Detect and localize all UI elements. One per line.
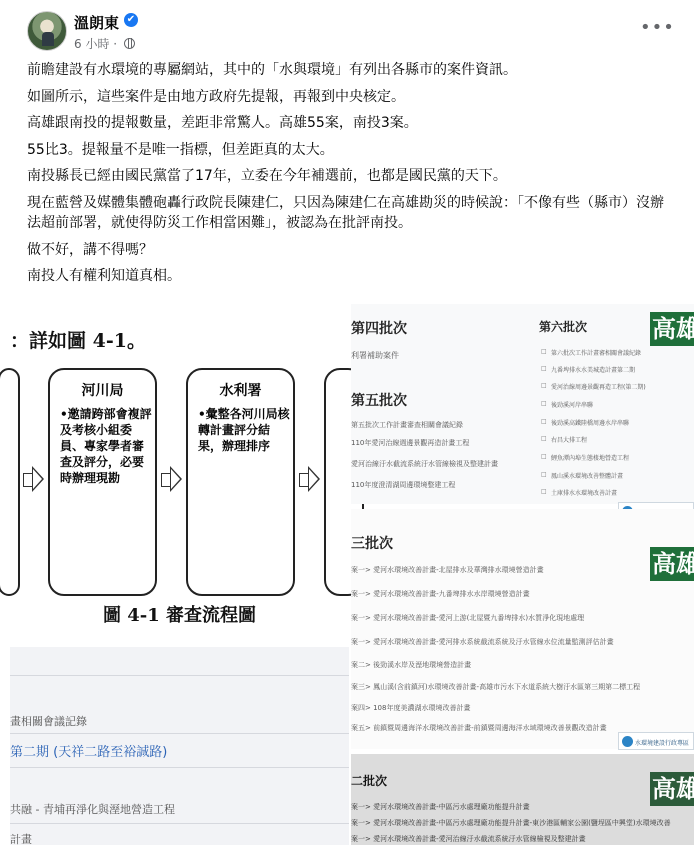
kaohsiung-badge: 高雄 xyxy=(650,312,694,346)
batch2-item: 案一> 愛河水環境改善計畫-愛河治線汙水截流系統汙水管線檢視及整建計畫 xyxy=(351,835,586,843)
post-paragraph: 高雄跟南投的提報數量，差距非常驚人。高雄55案，南投3案。 xyxy=(27,115,418,132)
batch3-item: 案一> 愛河水環境改善計畫-愛河上游(北屋暨九番埤排水)水質淨化現地處理 xyxy=(351,614,585,622)
flow-arrow-icon xyxy=(299,464,319,494)
post-paragraph: 南投人有權利知道真相。 xyxy=(27,268,181,285)
minutes-line: 畫相關會議記錄 xyxy=(10,715,87,728)
batch3-item: 案五> 前鎮暨周邊海洋水環境改善計畫-前鎮暨周邊海洋水域環境改善景觀改造計畫 xyxy=(351,724,607,732)
kaohsiung-badge: 高雄 xyxy=(650,772,694,806)
more-options-button[interactable]: ••• xyxy=(640,17,675,38)
bullet-icon: □ xyxy=(541,435,547,442)
batch5-item: 愛河治線汙水截流系統汙水管線檢視及整建計畫 xyxy=(351,460,498,468)
batch5-title: 第五批次 xyxy=(351,393,407,409)
kaohsiung-badge: 高雄 xyxy=(650,547,694,581)
batch5-item: 110年度澄清湖周邊環境整建工程 xyxy=(351,481,456,489)
image-batch-3[interactable] xyxy=(351,509,700,749)
flowchart-box-partial-left xyxy=(0,368,20,596)
batch6-title: 第六批次 xyxy=(539,320,588,334)
post-paragraph: 前瞻建設有水環境的專屬網站，其中的「水與環境」有列出各縣市的案件資訊。 xyxy=(27,62,517,78)
author-avatar[interactable] xyxy=(27,11,67,51)
divider xyxy=(10,675,349,676)
minutes-line: 計畫 xyxy=(10,833,32,846)
batch6-item: 九番埤排水水美城造計畫第二期 xyxy=(551,367,636,374)
post-paragraph: 如圖所示，這些案件是由地方政府先提報，再報到中央核定。 xyxy=(27,88,405,105)
verified-badge-icon: ✔ xyxy=(124,13,138,27)
bullet-icon: □ xyxy=(541,348,547,355)
post-paragraph: 南投縣長已經由國民黨當了17年，立委在今年補選前，也都是國民黨的天下。 xyxy=(27,168,507,185)
bullet-icon: □ xyxy=(541,488,547,495)
batch6-item: 右昌大排工程 xyxy=(551,437,588,444)
batch4-item: 利署補助案件 xyxy=(351,351,399,360)
batch6-item: 鳳山溪水環境改善整體計畫 xyxy=(551,473,624,480)
flowchart-box-body: •彙整各河川局核轉計畫評分結果，辦理排序 xyxy=(198,407,290,453)
minutes-link: 第二期 (天祥二路至裕誠路) xyxy=(10,745,168,760)
batch3-item: 案一> 愛河水環境改善計畫-北屋排水及華灣排水環境營造計畫 xyxy=(351,566,544,574)
batch2-item: 案一> 愛河水環境改善計畫-中區污水處理廠功能提升計畫-東沙港區輔家公園(鹽埕區中興堂)水環境改善 xyxy=(351,819,671,827)
batch5-item: 110年愛河治線週邊景觀再造計畫工程 xyxy=(351,439,470,447)
post-body xyxy=(27,60,667,293)
flowchart-box-heading: 河川局 xyxy=(81,383,124,399)
post-paragraph: 現在藍營及媒體集體砲轟行政院長陳建仁，只因為陳建仁在高雄勘災的時候說：「不像有些（縣市）沒辦法超前部署，就使得防災工作相當困難」，被認為在批評南投。 xyxy=(27,194,664,231)
batch2-title: 二批次 xyxy=(351,774,388,788)
post-meta xyxy=(74,35,135,52)
batch4-title: 第四批次 xyxy=(351,321,407,337)
post-image-grid xyxy=(10,304,700,846)
batch6-item: 第六批次工作計畫審相關會議紀錄 xyxy=(551,350,642,357)
batch3-item: 案四> 108年度美濃湖水環境改善計畫 xyxy=(351,704,471,712)
flowchart-caption: 圖 4-1 審查流程圖 xyxy=(102,605,257,626)
batch3-item: 案二> 後勁溪水岸及溼地環境營造計畫 xyxy=(351,661,472,669)
author-name[interactable]: 溫朗東 xyxy=(74,14,120,32)
batch2-item: 案一> 愛河水環境改善計畫-中區污水處理廠功能提升計畫 xyxy=(351,803,530,811)
batch6-item: 愛河治線周邊景觀再造工程(第二期) xyxy=(551,384,646,391)
meta-separator: · xyxy=(113,37,118,51)
post-paragraph: 55比3。提報量不是唯一指標，但差距真的太大。 xyxy=(27,141,334,158)
divider xyxy=(10,733,349,734)
bullet-icon: □ xyxy=(541,471,547,478)
flow-arrow-icon xyxy=(23,464,43,494)
flowchart-box-river-bureau xyxy=(48,368,157,596)
bullet-icon: □ xyxy=(541,365,547,372)
logo-text: 水環境建設行政專區 xyxy=(635,740,690,747)
bullet-icon: □ xyxy=(541,400,547,407)
batch3-item: 案一> 愛河水環境改善計畫-九番埤排水水岸環境營造計畫 xyxy=(351,590,530,598)
batch6-item: 後勁溪河岸串聯 xyxy=(551,402,594,409)
globe-icon[interactable] xyxy=(124,38,135,49)
batch3-item: 案三> 鳳山溪(含前鎮河)水環境改善計畫-高雄市污水下水道系統大樹汙水區第三期第二標工程 xyxy=(351,683,641,691)
post-time[interactable]: 6 小時 xyxy=(74,37,110,51)
water-logo-icon xyxy=(622,736,633,747)
bullet-icon: □ xyxy=(541,418,547,425)
image-meeting-minutes[interactable] xyxy=(10,647,349,845)
image-batch-2[interactable] xyxy=(351,754,700,845)
image-flowchart[interactable] xyxy=(10,304,349,643)
batch5-item: 第五批次工作計畫審查相關會議紀錄 xyxy=(351,421,463,429)
batch6-item: 鯉魚潭內埠生態棲地營造工程 xyxy=(551,455,630,462)
divider xyxy=(10,767,349,768)
post-paragraph: 做不好，講不得嗎？ xyxy=(27,241,153,258)
flowchart-box-water-agency xyxy=(186,368,295,596)
bullet-icon: □ xyxy=(541,453,547,460)
divider xyxy=(10,823,349,824)
flowchart-box-heading: 水利署 xyxy=(219,383,262,399)
bullet-icon: □ xyxy=(541,382,547,389)
batch6-item: 後勁溪高鐵陸橋周邊水岸串聯 xyxy=(551,420,630,427)
minutes-line: 共融 - 青埔再淨化與溼地營造工程 xyxy=(10,803,175,816)
flow-arrow-icon xyxy=(161,464,181,494)
water-env-logo xyxy=(618,732,694,750)
batch6-item: 土庫排水水環境改善計畫 xyxy=(551,490,618,497)
flowchart-box-body: •邀請跨部會複評及考核小組委員、專家學者審查及評分，必要時辦理現勘 xyxy=(60,407,152,485)
image-batches-4-5-6[interactable] xyxy=(351,304,700,504)
flowchart-intro-text: ：詳如圖 4-1。 xyxy=(10,330,146,352)
post-header xyxy=(0,0,694,60)
batch3-item: 案一> 愛河水環境改善計畫-愛河排水系統截流系統及汙水管線水位流量監測評估計畫 xyxy=(351,638,614,646)
batch3-title: 三批次 xyxy=(351,536,393,552)
